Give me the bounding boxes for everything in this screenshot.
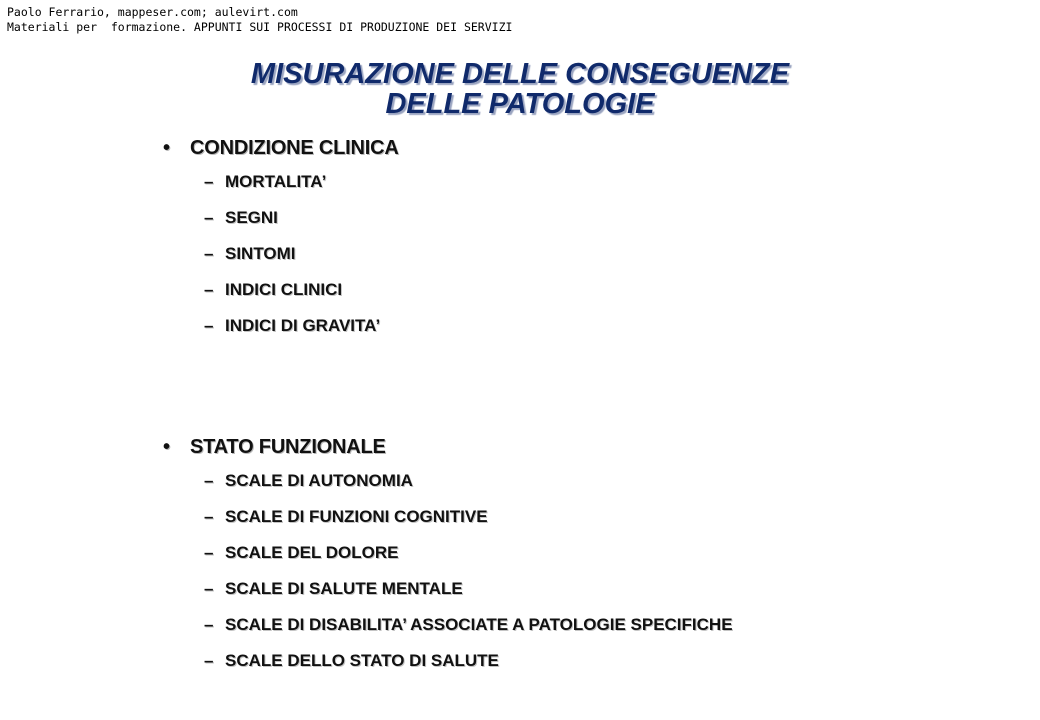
list-item xyxy=(204,579,733,615)
bullet-icon: • xyxy=(163,137,170,159)
dash-icon: – xyxy=(204,615,214,634)
dash-icon: – xyxy=(204,316,214,335)
section-condizione-clinica xyxy=(163,137,399,352)
list-item xyxy=(204,507,733,543)
list-item-label: SCALE DI DISABILITA’ ASSOCIATE A PATOLOGIE SPECIFICHE xyxy=(225,615,733,634)
header-author-line: Paolo Ferrario, mappeser.com; aulevirt.com xyxy=(7,5,298,19)
list-item-label: SCALE DEL DOLORE xyxy=(225,543,399,562)
dash-icon: – xyxy=(204,651,214,670)
sub-item-list xyxy=(163,471,733,687)
list-item xyxy=(204,316,399,352)
sub-item-list xyxy=(163,172,399,352)
bullet-icon: • xyxy=(163,436,170,458)
list-item xyxy=(204,244,399,280)
section-heading-row xyxy=(163,436,733,462)
list-item xyxy=(204,543,733,579)
dash-icon: – xyxy=(204,579,214,598)
header-credits xyxy=(7,5,512,35)
list-item xyxy=(204,208,399,244)
list-item-label: SCALE DELLO STATO DI SALUTE xyxy=(225,651,499,670)
list-item-label: SCALE DI FUNZIONI COGNITIVE xyxy=(225,507,488,526)
list-item-label: SCALE DI SALUTE MENTALE xyxy=(225,579,463,598)
slide-title xyxy=(0,59,1040,119)
header-materials-line: Materiali per formazione. APPUNTI SUI PROCESSI DI PRODUZIONE DEI SERVIZI xyxy=(7,20,513,34)
section-stato-funzionale xyxy=(163,436,733,687)
list-item-label: INDICI CLINICI xyxy=(225,280,343,299)
list-item-label: MORTALITA’ xyxy=(225,172,327,191)
dash-icon: – xyxy=(204,507,214,526)
dash-icon: – xyxy=(204,471,214,490)
slide-title-line-1: MISURAZIONE DELLE CONSEGUENZE xyxy=(250,58,790,90)
dash-icon: – xyxy=(204,208,214,227)
list-item xyxy=(204,280,399,316)
dash-icon: – xyxy=(204,244,214,263)
section-heading-row xyxy=(163,137,399,163)
slide-title-line-2: DELLE PATOLOGIE xyxy=(385,88,655,120)
list-item xyxy=(204,172,399,208)
dash-icon: – xyxy=(204,543,214,562)
section-heading: CONDIZIONE CLINICA xyxy=(190,137,399,159)
list-item-label: SINTOMI xyxy=(225,244,296,263)
list-item-label: SCALE DI AUTONOMIA xyxy=(225,471,413,490)
list-item xyxy=(204,471,733,507)
list-item-label: SEGNI xyxy=(225,208,278,227)
list-item xyxy=(204,651,733,687)
list-item-label: INDICI DI GRAVITA’ xyxy=(225,316,381,335)
list-item xyxy=(204,615,733,651)
dash-icon: – xyxy=(204,172,214,191)
section-heading: STATO FUNZIONALE xyxy=(190,436,386,458)
dash-icon: – xyxy=(204,280,214,299)
